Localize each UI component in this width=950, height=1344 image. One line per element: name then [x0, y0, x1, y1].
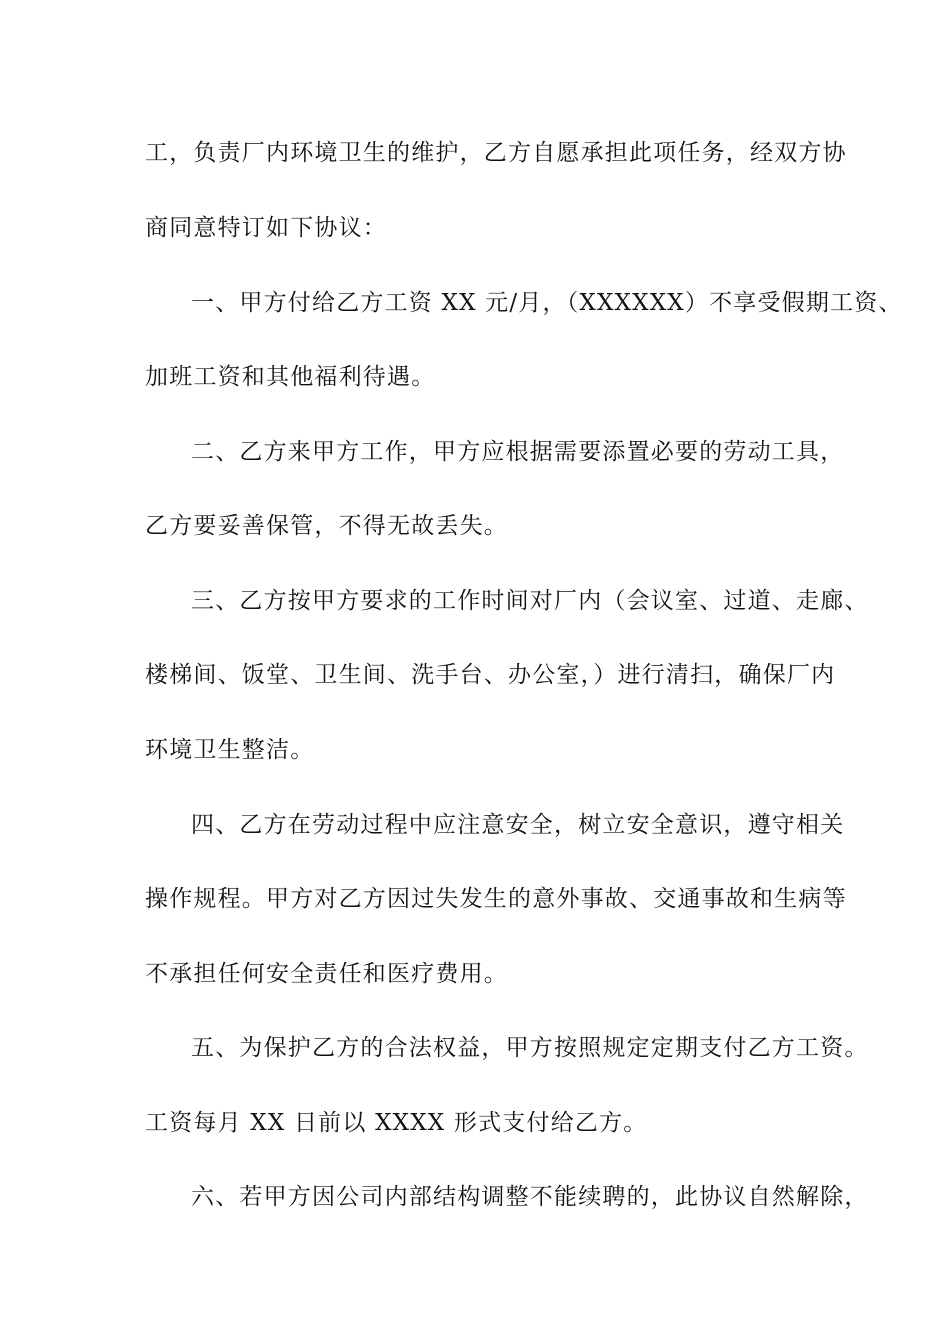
clause-3-line-2: 楼梯间、饭堂、卫生间、洗手台、办公室，）进行清扫，确保厂内	[145, 662, 836, 688]
clause-3-line-3: 环境卫生整洁。	[145, 737, 315, 763]
clause-5-line-2: 工资每月 XX 日前以 XXXX 形式支付给乙方。	[145, 1110, 648, 1136]
clause-4-line-3: 不承担任何安全责任和医疗费用。	[145, 961, 508, 987]
clause-4-line-2: 操作规程。甲方对乙方因过失发生的意外事故、交通事故和生病等	[145, 886, 847, 912]
text-line-1: 工，负责厂内环境卫生的维护，乙方自愿承担此项任务，经双方协	[145, 140, 847, 166]
clause-1-line-1: 一、甲方付给乙方工资 XX 元/月，（XXXXXX）不享受假期工资、	[191, 290, 903, 316]
clause-2-line-1: 二、乙方来甲方工作，甲方应根据需要添置必要的劳动工具，	[191, 439, 845, 465]
clause-3-line-1: 三、乙方按甲方要求的工作时间对厂内（会议室、过道、走廊、	[191, 588, 869, 614]
clause-2-line-2: 乙方要妥善保管，不得无故丢失。	[145, 513, 508, 539]
clause-4-line-1: 四、乙方在劳动过程中应注意安全，树立安全意识，遵守相关	[191, 812, 845, 838]
text-line-2: 商同意特订如下协议：	[145, 215, 387, 241]
clause-5-line-1: 五、为保护乙方的合法权益，甲方按照规定定期支付乙方工资。	[191, 1035, 869, 1061]
clause-6-line-1: 六、若甲方因公司内部结构调整不能续聘的，此协议自然解除，	[191, 1184, 869, 1210]
clause-1-line-2: 加班工资和其他福利待遇。	[145, 364, 436, 390]
